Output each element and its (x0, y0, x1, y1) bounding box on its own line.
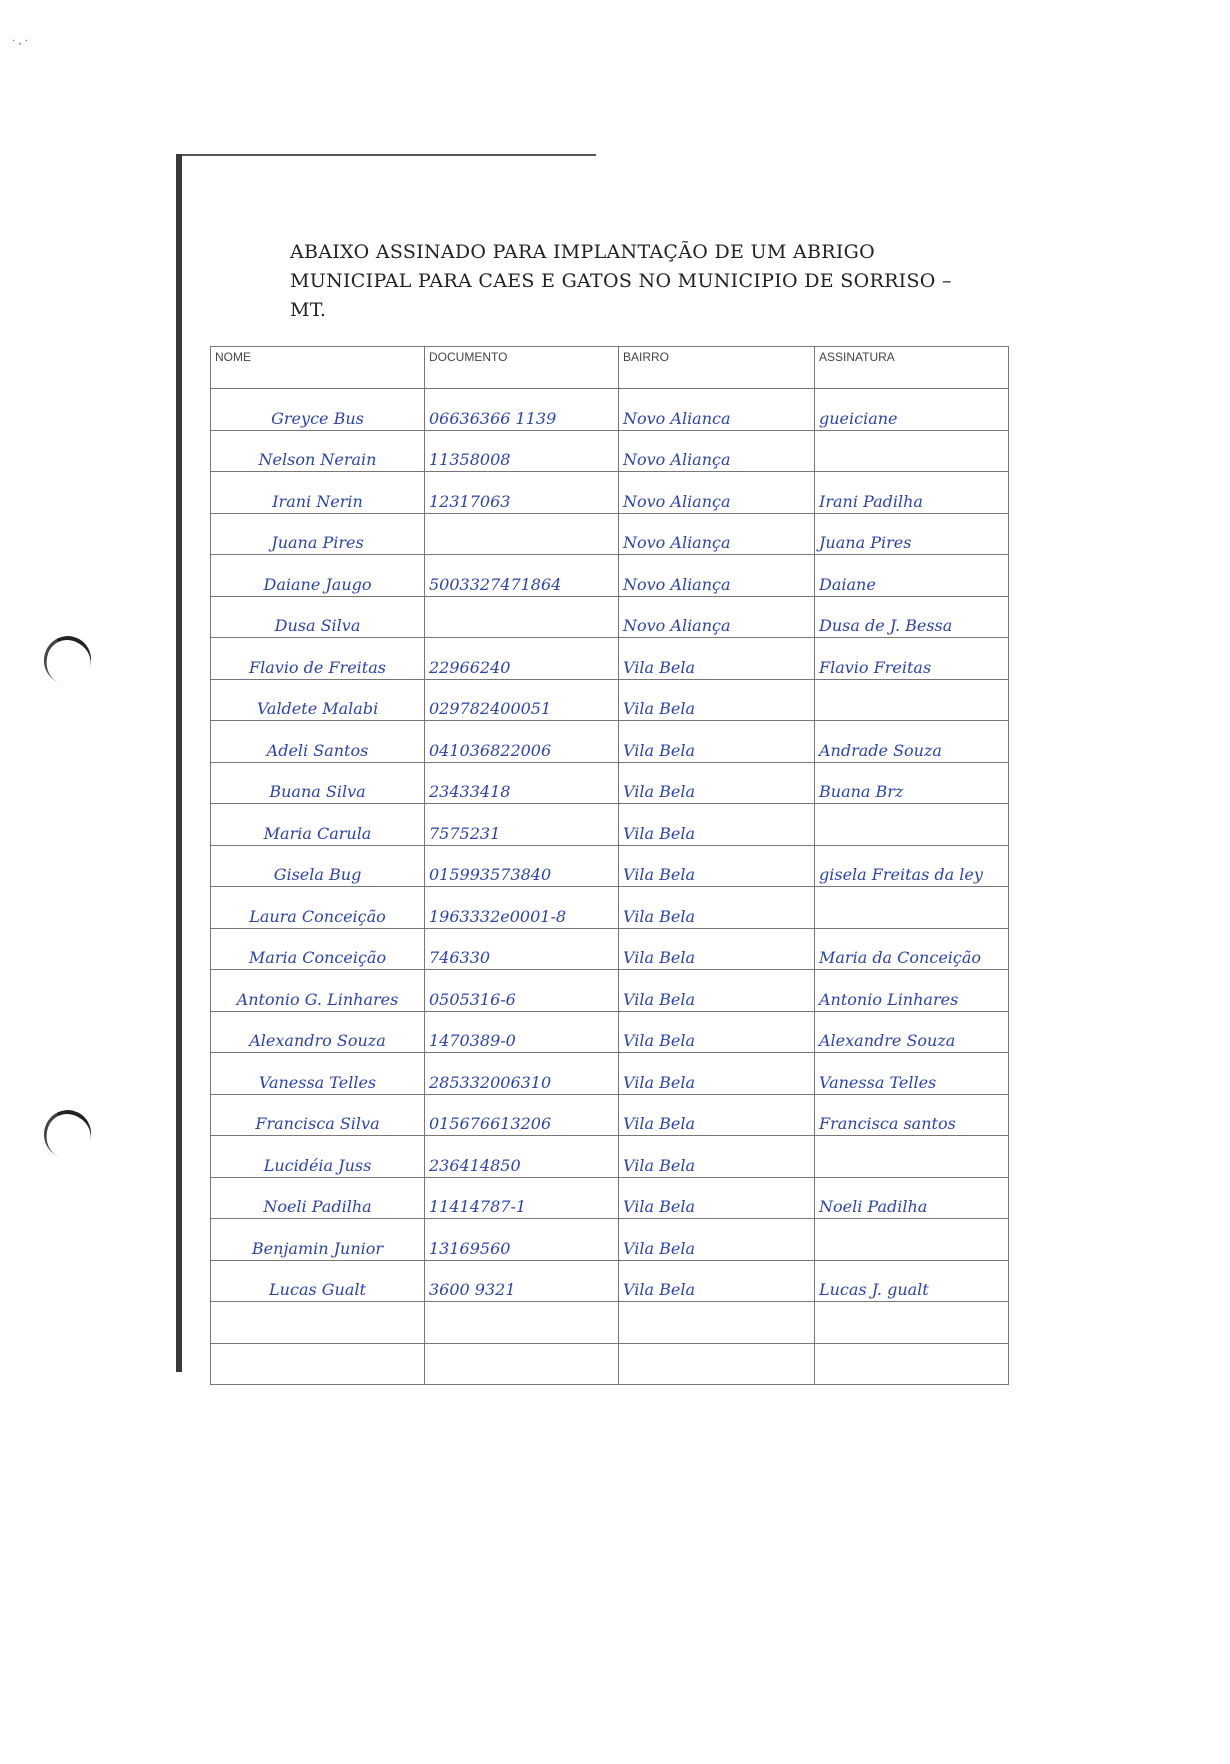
cell-documento: 236414850 (425, 1136, 619, 1178)
table-row (211, 887, 1009, 929)
cell-nome: Benjamin Junior (211, 1219, 425, 1261)
cell-nome: Lucidéia Juss (211, 1136, 425, 1178)
cell-bairro: Vila Bela (619, 970, 815, 1012)
cell-documento: 11414787-1 (425, 1177, 619, 1219)
cell-documento: 06636366 1139 (425, 389, 619, 431)
cell-assinatura: Dusa de J. Bessa (815, 596, 1009, 638)
table-row (211, 472, 1009, 514)
cell-documento (425, 596, 619, 638)
table-header-row (211, 347, 1009, 389)
cell-bairro: Vila Bela (619, 1011, 815, 1053)
cell-bairro: Novo Aliança (619, 513, 815, 555)
cell-assinatura (815, 887, 1009, 929)
cell-bairro (619, 1302, 815, 1344)
cell-bairro: Vila Bela (619, 1053, 815, 1095)
cell-assinatura: Francisca santos (815, 1094, 1009, 1136)
table-row (211, 1260, 1009, 1302)
cell-nome: Daiane Jaugo (211, 555, 425, 597)
header-documento: DOCUMENTO (425, 347, 619, 389)
cell-bairro: Vila Bela (619, 1219, 815, 1261)
cell-bairro: Vila Bela (619, 887, 815, 929)
cell-assinatura: Antonio Linhares (815, 970, 1009, 1012)
cell-bairro: Vila Bela (619, 928, 815, 970)
cell-bairro: Novo Aliança (619, 555, 815, 597)
header-nome: NOME (211, 347, 425, 389)
cell-assinatura: gueiciane (815, 389, 1009, 431)
cell-nome: Irani Nerin (211, 472, 425, 514)
cell-documento: 1470389-0 (425, 1011, 619, 1053)
cell-bairro: Vila Bela (619, 638, 815, 680)
cell-nome: Valdete Malabi (211, 679, 425, 721)
cell-nome: Francisca Silva (211, 1094, 425, 1136)
cell-bairro: Novo Aliança (619, 430, 815, 472)
table-row (211, 762, 1009, 804)
cell-bairro (619, 1343, 815, 1385)
table-row (211, 1136, 1009, 1178)
cell-nome: Juana Pires (211, 513, 425, 555)
cell-assinatura (815, 679, 1009, 721)
cell-bairro: Vila Bela (619, 762, 815, 804)
cell-bairro: Vila Bela (619, 1094, 815, 1136)
cell-documento: 5003327471864 (425, 555, 619, 597)
cell-documento: 12317063 (425, 472, 619, 514)
signature-table (210, 346, 1009, 1385)
cell-assinatura: Noeli Padilha (815, 1177, 1009, 1219)
cell-nome: Gisela Bug (211, 845, 425, 887)
cell-assinatura: Juana Pires (815, 513, 1009, 555)
cell-assinatura: Buana Brz (815, 762, 1009, 804)
cell-assinatura: Andrade Souza (815, 721, 1009, 763)
cell-documento (425, 513, 619, 555)
punch-hole-bottom (37, 1103, 98, 1164)
cell-bairro: Novo Aliança (619, 472, 815, 514)
cell-bairro: Vila Bela (619, 1260, 815, 1302)
table-row (211, 1177, 1009, 1219)
cell-nome: Vanessa Telles (211, 1053, 425, 1095)
cell-nome: Buana Silva (211, 762, 425, 804)
cell-nome: Antonio G. Linhares (211, 970, 425, 1012)
cell-documento: 11358008 (425, 430, 619, 472)
cell-nome: Maria Carula (211, 804, 425, 846)
table-row (211, 721, 1009, 763)
cell-nome: Lucas Gualt (211, 1260, 425, 1302)
header-assinatura: ASSINATURA (815, 347, 1009, 389)
cell-documento (425, 1343, 619, 1385)
cell-nome: Nelson Nerain (211, 430, 425, 472)
table-row (211, 555, 1009, 597)
cell-assinatura (815, 1219, 1009, 1261)
cell-assinatura: Alexandre Souza (815, 1011, 1009, 1053)
cell-assinatura (815, 1302, 1009, 1344)
title-line: MT. (290, 299, 327, 321)
cell-documento: 041036822006 (425, 721, 619, 763)
table-row (211, 928, 1009, 970)
cell-bairro: Vila Bela (619, 721, 815, 763)
cell-documento: 029782400051 (425, 679, 619, 721)
cell-assinatura (815, 1136, 1009, 1178)
punch-hole-top (37, 629, 98, 690)
cell-documento: 746330 (425, 928, 619, 970)
cell-assinatura: Daiane (815, 555, 1009, 597)
cell-nome: Adeli Santos (211, 721, 425, 763)
document-title (290, 238, 952, 325)
table-row (211, 1343, 1009, 1385)
table-row (211, 970, 1009, 1012)
page-left-edge (176, 154, 182, 1372)
table-row (211, 430, 1009, 472)
cell-nome (211, 1343, 425, 1385)
cell-assinatura: Maria da Conceição (815, 928, 1009, 970)
cell-assinatura: gisela Freitas da ley (815, 845, 1009, 887)
cell-documento: 015993573840 (425, 845, 619, 887)
title-line: ABAIXO ASSINADO PARA IMPLANTAÇÃO DE UM ABRIGO (290, 241, 876, 263)
cell-documento: 3600 9321 (425, 1260, 619, 1302)
cell-assinatura: Vanessa Telles (815, 1053, 1009, 1095)
cell-nome: Laura Conceição (211, 887, 425, 929)
cell-nome (211, 1302, 425, 1344)
cell-documento: 22966240 (425, 638, 619, 680)
cell-assinatura (815, 430, 1009, 472)
cell-documento: 285332006310 (425, 1053, 619, 1095)
page-top-edge (176, 154, 596, 156)
cell-nome: Dusa Silva (211, 596, 425, 638)
cell-bairro: Novo Aliança (619, 596, 815, 638)
table-row (211, 389, 1009, 431)
cell-assinatura (815, 1343, 1009, 1385)
table-row (211, 638, 1009, 680)
title-line: MUNICIPAL PARA CAES E GATOS NO MUNICIPIO DE SORRISO – (290, 270, 952, 292)
cell-nome: Greyce Bus (211, 389, 425, 431)
cell-bairro: Vila Bela (619, 804, 815, 846)
cell-bairro: Vila Bela (619, 1136, 815, 1178)
cell-nome: Maria Conceição (211, 928, 425, 970)
table-row (211, 804, 1009, 846)
cell-documento: 7575231 (425, 804, 619, 846)
cell-nome: Alexandro Souza (211, 1011, 425, 1053)
scan-speck: · ‚ · (12, 36, 28, 47)
cell-nome: Noeli Padilha (211, 1177, 425, 1219)
table-row (211, 1094, 1009, 1136)
table-row (211, 1219, 1009, 1261)
cell-bairro: Vila Bela (619, 845, 815, 887)
cell-bairro: Novo Alianca (619, 389, 815, 431)
cell-documento (425, 1302, 619, 1344)
cell-documento: 1963332e0001-8 (425, 887, 619, 929)
cell-bairro: Vila Bela (619, 1177, 815, 1219)
table-row (211, 1053, 1009, 1095)
cell-assinatura: Irani Padilha (815, 472, 1009, 514)
cell-assinatura: Lucas J. gualt (815, 1260, 1009, 1302)
table-row (211, 679, 1009, 721)
cell-bairro: Vila Bela (619, 679, 815, 721)
table-row (211, 1011, 1009, 1053)
cell-assinatura (815, 804, 1009, 846)
cell-documento: 13169560 (425, 1219, 619, 1261)
table-row (211, 513, 1009, 555)
cell-documento: 23433418 (425, 762, 619, 804)
cell-documento: 015676613206 (425, 1094, 619, 1136)
header-bairro: BAIRRO (619, 347, 815, 389)
table-row (211, 845, 1009, 887)
table-row (211, 596, 1009, 638)
cell-documento: 0505316-6 (425, 970, 619, 1012)
cell-nome: Flavio de Freitas (211, 638, 425, 680)
table-row (211, 1302, 1009, 1344)
cell-assinatura: Flavio Freitas (815, 638, 1009, 680)
